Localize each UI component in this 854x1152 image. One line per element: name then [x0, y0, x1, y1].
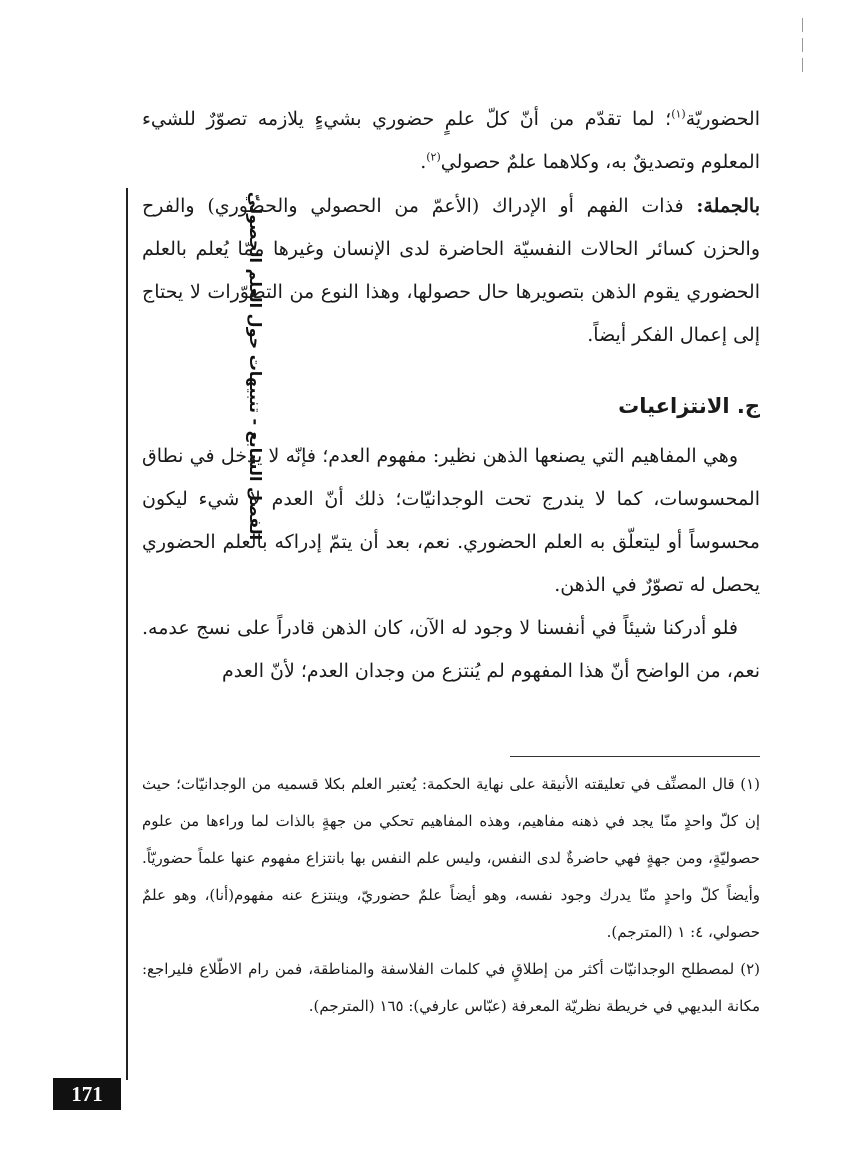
- paragraph-1-text-c: .: [420, 151, 427, 173]
- paragraph-1-text-a: الحضوريّة: [685, 108, 760, 130]
- crop-marks: [800, 18, 810, 78]
- footnote-separator: [510, 756, 760, 757]
- paragraph-2-lead: بالجملة:: [696, 195, 760, 217]
- paragraph-2-text: فذات الفهم أو الإدراك (الأعمّ من الحصولي والحضوري) والفرح والحزن كسائر الحالات النفسيّة الحاضرة لدى الإنسان وغيرها ممّا يُعلم بالعلم الحضوري يقوم الذهن بتصويرها حال حصولها، وهذا النوع من التصوّرات لا يحتاج إلى إعمال الفكر أيضاً.: [142, 195, 760, 346]
- footnote-1: (١) قال المصنِّف في تعليقته الأنيقة على نهاية الحكمة: يُعتبر العلم بكلا قسميه من الوجدانيّات؛ حيث إن كلّ واحدٍ منّا يجد في ذهنه مفاهيم، وهذه المفاهيم تحكي من جهةٍ بالذات لما وراءها من علوم حصوليّةٍ، ومن جهةٍ فهي حاضرةٌ لدى النفس، وليس علم النفس بها بانتزاع مفهوم عنها علماً حضوريّاً. وأيضاً كلّ واحدٍ منّا يدرك وجود نفسه، وهو أيضاً علمٌ حضوريّ، وينتزع عنه مفهوم(أنا)، وهو علمٌ حصولي، ٤: ١ (المترجم).: [142, 775, 760, 941]
- footnote-2: (٢) لمصطلح الوجدانيّات أكثر من إطلاقٍ في كلمات الفلاسفة والمناطقة، فمن رام الاطّلاع فليراجع: مكانة البديهي في خريطة نظريّة المعرفة (عبّاس عارفي): ١٦٥ (المترجم).: [142, 960, 760, 1015]
- running-head: الفصل السابع - تنبيهات حول العلم الحصوليّ: [246, 191, 265, 541]
- paragraph-1: [142, 98, 760, 184]
- section-heading: ج. الانتزاعيات: [618, 394, 760, 418]
- paragraph-3: وهي المفاهيم التي يصنعها الذهن نظير: مفهوم العدم؛ فإنّه لا يدخل في نطاق المحسوسات، كما لا يندرج تحت الوجدانيّات؛ ذلك أنّ العدم لا شيء ليكون محسوساً أو ليتعلّق به العلم الحضوري. نعم، بعد أن يتمّ إدراكه بالعلم الحضوري يحصل له تصوّرٌ في الذهن.: [142, 445, 760, 596]
- page-number: 171: [53, 1078, 121, 1110]
- side-rule: [126, 188, 128, 1080]
- footnotes: [142, 766, 760, 1025]
- paragraph-2: [142, 185, 760, 357]
- footnote-ref-2[interactable]: (٢): [426, 150, 441, 164]
- footnote-ref-1[interactable]: (١): [671, 107, 686, 121]
- paragraph-4: فلو أدركنا شيئاً في أنفسنا لا وجود له الآن، كان الذهن قادراً على نسج عدمه. نعم، من الواضح أنّ هذا المفهوم لم يُنتزع من وجدان العدم؛ لأنّ العدم: [142, 617, 760, 682]
- paragraph-1-text-b: ؛ لما تقدّم من أنّ كلّ علمٍ حضوري بشيءٍ يلازمه تصوّرٌ للشيء المعلوم وتصديقٌ به، وكلاهما علمٌ حصولي: [142, 108, 760, 173]
